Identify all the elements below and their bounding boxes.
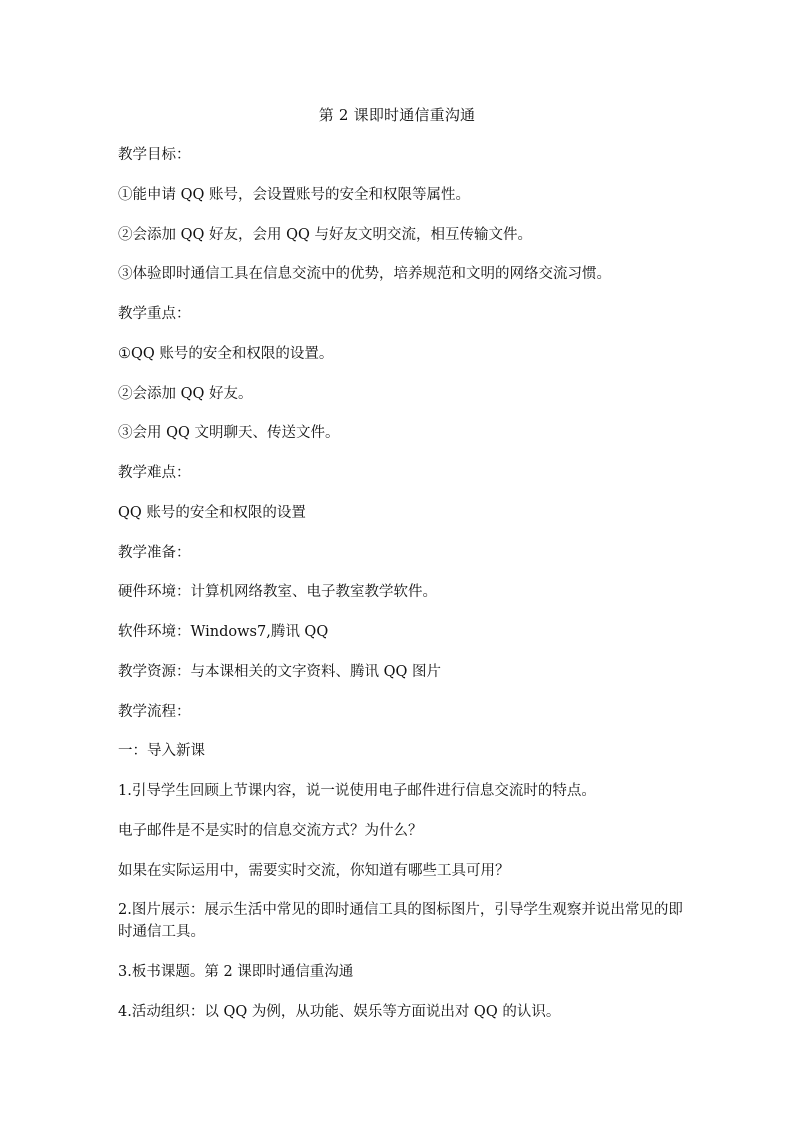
section-heading-objectives: 教学目标：	[118, 147, 191, 163]
preparation-hardware: 硬件环境：计算机网络教室、电子教室教学软件。	[118, 584, 437, 601]
process-item-4: 4.活动组织：以 QQ 为例，从功能、娱乐等方面说出对 QQ 的认识。	[118, 1003, 561, 1020]
section-heading-process: 教学流程：	[118, 703, 191, 720]
objective-item-3: ③体验即时通信工具在信息交流中的优势，培养规范和文明的网络交流习惯。	[118, 266, 611, 283]
objective-item-1: ①能申请 QQ 账号，会设置账号的安全和权限等属性。	[118, 186, 470, 203]
process-step-intro: 一：导入新课	[118, 743, 205, 760]
section-heading-difficulties: 教学难点：	[118, 465, 191, 481]
section-heading-preparation: 教学准备：	[118, 544, 191, 561]
objective-item-2: ②会添加 QQ 好友，会用 QQ 与好友文明交流，相互传输文件。	[118, 226, 532, 243]
preparation-software: 软件环境：Windows7,腾讯 QQ	[118, 624, 329, 640]
document-body	[118, 145, 688, 1041]
process-item-1: 1.引导学生回顾上节课内容，说一说使用电子邮件进行信息交流时的特点。	[118, 783, 596, 799]
document-title: 第 2 课即时通信重沟通	[318, 106, 476, 124]
section-heading-key-points: 教学重点：	[118, 306, 191, 322]
process-item-2: 2.图片展示：展示生活中常见的即时通信工具的图标图片，引导学生观察并说出常见的即时通信工具。	[118, 902, 683, 940]
preparation-resources: 教学资源：与本课相关的文字资料、腾讯 QQ 图片	[118, 663, 441, 680]
process-question-2: 如果在实际运用中，需要实时交流，你知道有哪些工具可用？	[118, 862, 510, 879]
difficulty-item: QQ 账号的安全和权限的设置	[118, 504, 306, 521]
key-point-item-1: ①QQ 账号的安全和权限的设置。	[118, 345, 334, 362]
key-point-item-3: ③会用 QQ 文明聊天、传送文件。	[118, 425, 340, 442]
process-question-1: 电子邮件是不是实时的信息交流方式？为什么？	[118, 822, 423, 839]
key-point-item-2: ②会添加 QQ 好友。	[118, 385, 253, 402]
process-item-3: 3.板书课题。第 2 课即时通信重沟通	[118, 963, 354, 980]
